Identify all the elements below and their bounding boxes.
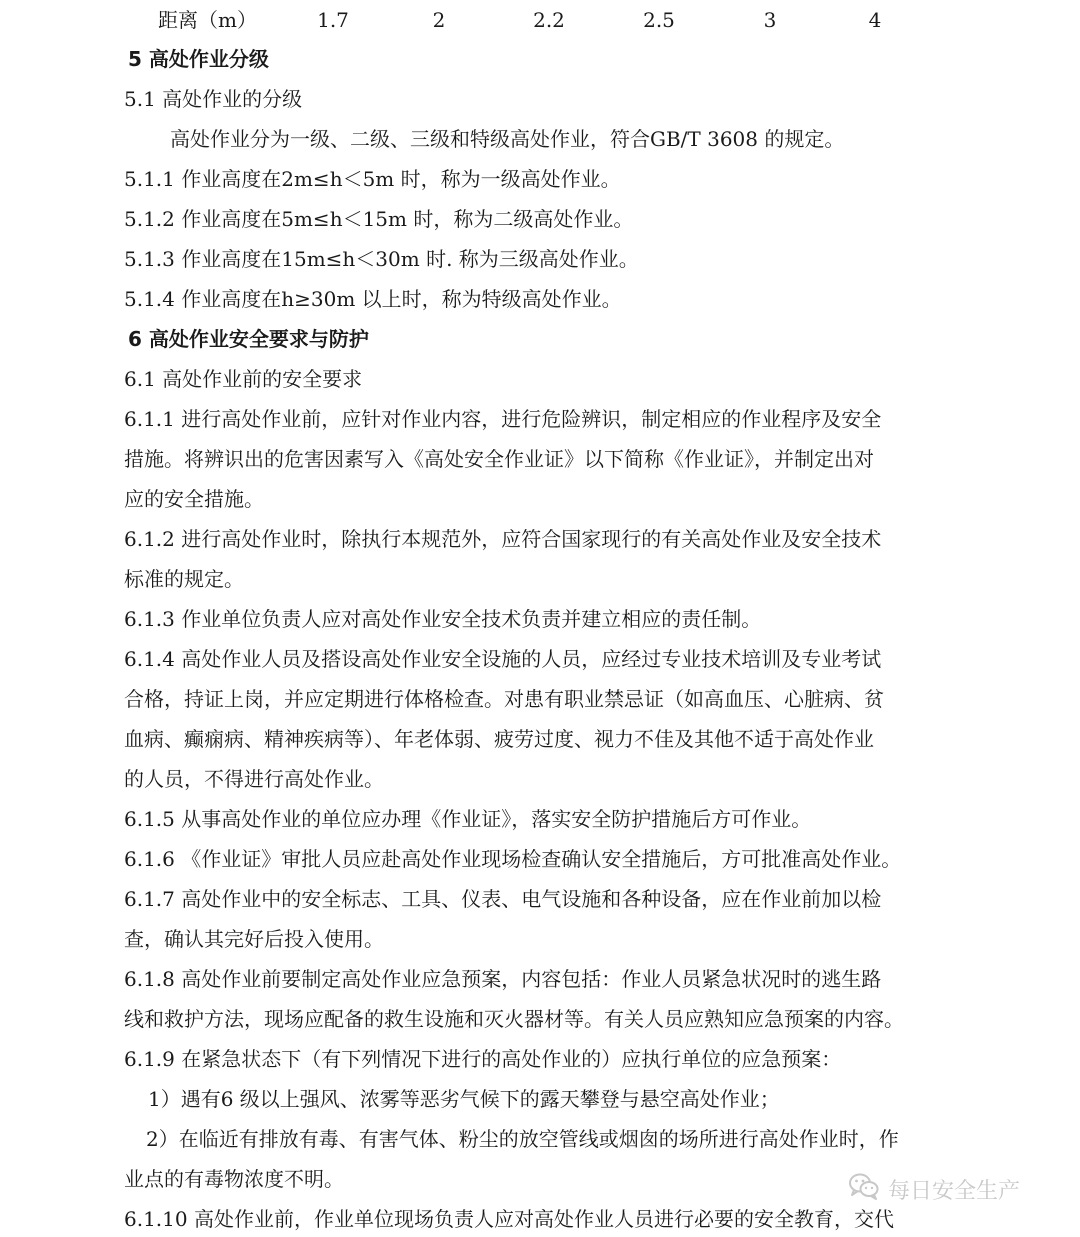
section-heading: 5 高处作业分级 [128,47,269,71]
list-item: 1）遇有6 级以上强风、浓雾等恶劣气候下的露天攀登与悬空高处作业； [148,1087,780,1111]
clause-line: 6.1.4 高处作业人员及搭设高处作业安全设施的人员，应经过专业技术培训及专业考试 [124,647,882,671]
clause-line: 6.1.10 高处作业前，作业单位现场负责人应对高处作业人员进行必要的安全教育，交代 [124,1207,894,1231]
clause-line: 应的安全措施。 [124,487,264,511]
clause-line: 6.1.6 《作业证》审批人员应赴高处作业现场检查确认安全措施后，方可批准高处作业。 [124,847,902,871]
clause-line: 5.1.1 作业高度在2m≤h＜5m 时，称为一级高处作业。 [124,167,621,191]
clause-line: 查，确认其完好后投入使用。 [124,927,384,951]
distance-value: 1.7 [317,8,349,32]
clause-line: 6.1.2 进行高处作业时，除执行本规范外，应符合国家现行的有关高处作业及安全技术 [124,527,882,551]
distance-value: 2.5 [643,8,675,32]
distance-value: 4 [868,8,882,32]
clause-line: 6.1.3 作业单位负责人应对高处作业安全技术负责并建立相应的责任制。 [124,607,762,631]
section-heading: 6 高处作业安全要求与防护 [128,327,369,351]
distance-table-row [0,2,1080,32]
wechat-icon [848,1171,880,1207]
distance-value: 2 [432,8,446,32]
clause-line: 措施。将辨识出的危害因素写入《高处安全作业证》以下简称《作业证》，并制定出对 [124,447,874,471]
paragraph-line: 高处作业分为一级、二级、三级和特级高处作业，符合GB/T 3608 的规定。 [170,127,845,151]
distance-value: 2.2 [533,8,565,32]
clause-line: 6.1.5 从事高处作业的单位应办理《作业证》，落实安全防护措施后方可作业。 [124,807,812,831]
clause-line: 5.1.3 作业高度在15m≤h＜30m 时. 称为三级高处作业。 [124,247,639,271]
distance-value: 3 [763,8,777,32]
clause-line: 标准的规定。 [124,567,244,591]
subsection-heading: 5.1 高处作业的分级 [124,87,303,111]
clause-line: 血病、癫痫病、精神疾病等）、年老体弱、疲劳过度、视力不佳及其他不适于高处作业 [124,727,874,751]
watermark-text: 每日安全生产 [888,1178,1021,1204]
clause-line: 5.1.2 作业高度在5m≤h＜15m 时，称为二级高处作业。 [124,207,634,231]
clause-line: 6.1.7 高处作业中的安全标志、工具、仪表、电气设施和各种设备，应在作业前加以检 [124,887,882,911]
clause-line: 业点的有毒物浓度不明。 [124,1167,344,1191]
subsection-heading: 6.1 高处作业前的安全要求 [124,367,363,391]
clause-line: 6.1.9 在紧急状态下（有下列情况下进行的高处作业的）应执行单位的应急预案： [124,1047,842,1071]
list-item: 2）在临近有排放有毒、有害气体、粉尘的放空管线或烟囱的场所进行高处作业时，作 [146,1127,899,1151]
clause-line: 合格，持证上岗，并应定期进行体格检查。对患有职业禁忌证（如高血压、心脏病、贫 [124,687,884,711]
clause-line: 5.1.4 作业高度在h≥30m 以上时，称为特级高处作业。 [124,287,622,311]
watermark [848,1172,1020,1206]
clause-line: 线和救护方法，现场应配备的救生设施和灭火器材等。有关人员应熟知应急预案的内容。 [124,1007,904,1031]
clause-line: 6.1.8 高处作业前要制定高处作业应急预案，内容包括：作业人员紧急状况时的逃生路 [124,967,882,991]
clause-line: 6.1.1 进行高处作业前，应针对作业内容，进行危险辨识，制定相应的作业程序及安全 [124,407,882,431]
distance-label: 距离（m） [158,8,257,32]
clause-line: 的人员，不得进行高处作业。 [124,767,384,791]
